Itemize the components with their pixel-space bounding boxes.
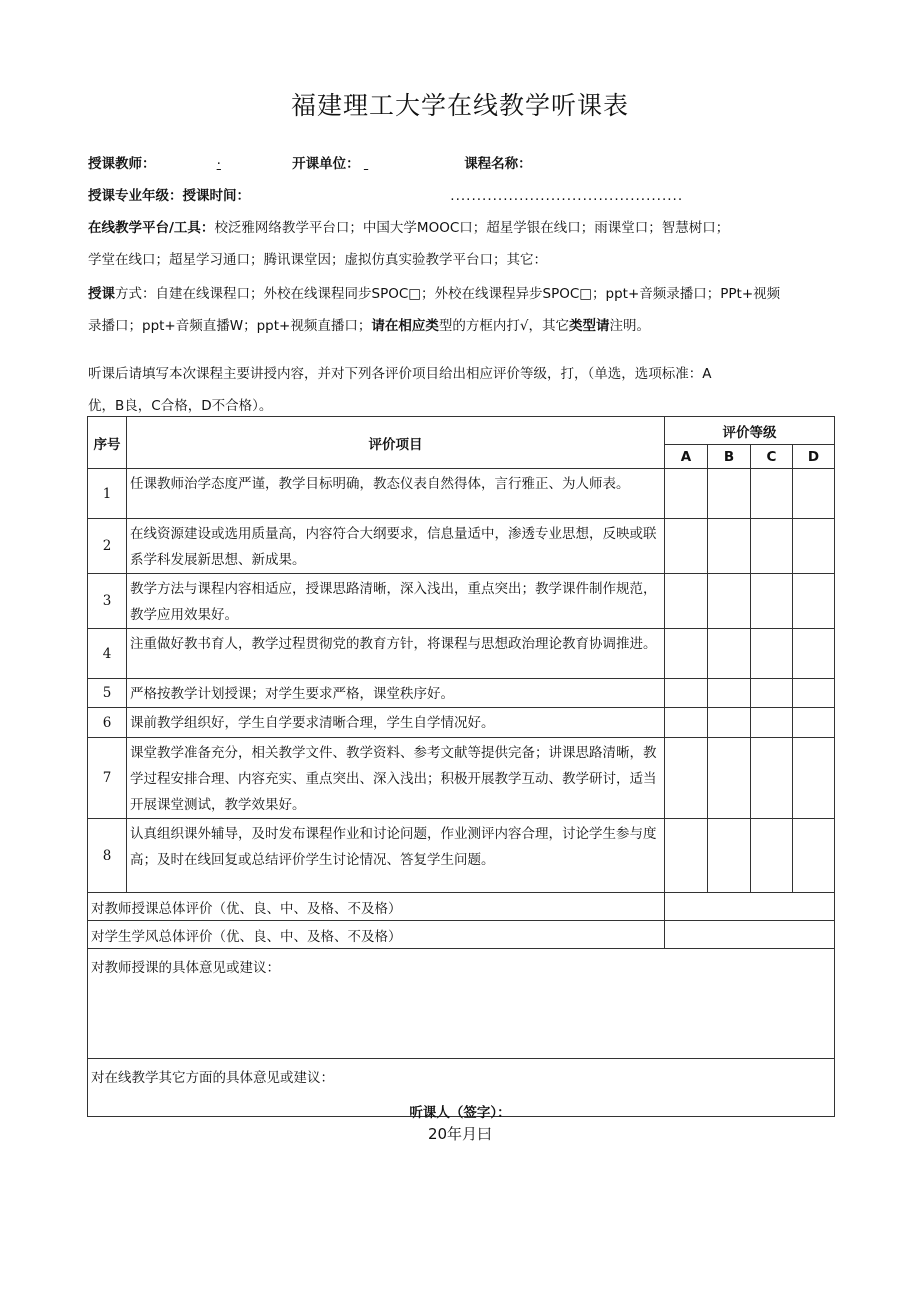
row-item-text: 严格按教学计划授课；对学生要求严格，课堂秩序好。 bbox=[127, 679, 665, 708]
grade-header-c: C bbox=[751, 445, 793, 469]
col-header-item: 评价项目 bbox=[127, 417, 665, 469]
grade-cell-d[interactable] bbox=[793, 629, 835, 679]
grade-cell-c[interactable] bbox=[751, 819, 793, 893]
method-note-bold-2: 类型请 bbox=[568, 318, 610, 334]
grade-header-d: D bbox=[793, 445, 835, 469]
col-header-grade: 评价等级 bbox=[665, 417, 835, 445]
overall-teacher-label: 对教师授课总体评价（优、良、中、及格、不及格） bbox=[88, 893, 665, 921]
grade-cell-b[interactable] bbox=[708, 738, 751, 819]
method-line-2 bbox=[88, 314, 650, 334]
row-item-text: 课前教学组织好，学生自学要求清晰合理，学生自学情况好。 bbox=[127, 708, 665, 738]
grade-cell-d[interactable] bbox=[793, 469, 835, 519]
table-row bbox=[88, 574, 835, 629]
table-row bbox=[88, 679, 835, 708]
signature-label: 听课人（签字）： bbox=[409, 1105, 511, 1121]
grade-cell-c[interactable] bbox=[751, 708, 793, 738]
row-number: 4 bbox=[88, 629, 127, 679]
grade-cell-b[interactable] bbox=[708, 519, 751, 574]
grade-cell-d[interactable] bbox=[793, 679, 835, 708]
instruction-line-2: 优，B良，C合格，D不合格）。 bbox=[88, 398, 273, 414]
overall-student-label: 对学生学风总体评价（优、良、中、及格、不及格） bbox=[88, 921, 665, 949]
overall-teacher-row bbox=[88, 893, 835, 921]
overall-teacher-field[interactable] bbox=[665, 893, 835, 921]
grade-cell-b[interactable] bbox=[708, 574, 751, 629]
evaluation-table bbox=[87, 416, 835, 1117]
grade-cell-a[interactable] bbox=[665, 469, 708, 519]
grade-cell-c[interactable] bbox=[751, 469, 793, 519]
row-number: 5 bbox=[88, 679, 127, 708]
row-number: 3 bbox=[88, 574, 127, 629]
grade-cell-d[interactable] bbox=[793, 574, 835, 629]
major-label: 授课专业年级： bbox=[88, 188, 183, 204]
grade-cell-a[interactable] bbox=[665, 629, 708, 679]
platform-label: 在线教学平台/工具： bbox=[88, 220, 215, 236]
table-row bbox=[88, 738, 835, 819]
table-row bbox=[88, 819, 835, 893]
grade-cell-b[interactable] bbox=[708, 629, 751, 679]
suggest-teacher-field[interactable]: 对教师授课的具体意见或建议： bbox=[88, 949, 835, 1059]
grade-cell-a[interactable] bbox=[665, 708, 708, 738]
grade-cell-b[interactable] bbox=[708, 469, 751, 519]
table-row bbox=[88, 519, 835, 574]
overall-student-row bbox=[88, 921, 835, 949]
header-row-1 bbox=[88, 152, 532, 172]
grade-cell-b[interactable] bbox=[708, 819, 751, 893]
row-item-text: 注重做好教书育人，教学过程贯彻党的教育方针，将课程与思想政治理论教育协调推进。 bbox=[127, 629, 665, 679]
platform-options-1[interactable]: 校泛雅网络教学平台口；中国大学MOOC口；超星学银在线口；雨课堂口；智慧树口； bbox=[214, 220, 730, 236]
suggest-teacher-row bbox=[88, 949, 835, 1059]
grade-cell-d[interactable] bbox=[793, 519, 835, 574]
row-item-text: 在线资源建设或选用质量高，内容符合大纲要求，信息量适中，渗透专业思想，反映或联系学科发展新思想、新成果。 bbox=[127, 519, 665, 574]
method-note-1: 型的方框内打√，其它 bbox=[438, 318, 569, 334]
time-label: 授课时间： bbox=[182, 188, 250, 204]
suggest-other-field[interactable]: 对在线教学其它方面的具体意见或建议： bbox=[88, 1059, 835, 1117]
teacher-label: 授课教师： bbox=[88, 156, 156, 172]
grade-cell-a[interactable] bbox=[665, 574, 708, 629]
header-row-2 bbox=[88, 184, 683, 204]
grade-cell-a[interactable] bbox=[665, 519, 708, 574]
row-item-text: 教学方法与课程内容相适应，授课思路清晰，深入浅出，重点突出；教学课件制作规范，教学应用效果好。 bbox=[127, 574, 665, 629]
row-number: 8 bbox=[88, 819, 127, 893]
grade-cell-d[interactable] bbox=[793, 738, 835, 819]
grade-cell-c[interactable] bbox=[751, 574, 793, 629]
grade-header-a: A bbox=[665, 445, 708, 469]
row-number: 7 bbox=[88, 738, 127, 819]
method-options-2[interactable]: 录播口；ppt+音频直播W；ppt+视频直播口； bbox=[88, 318, 372, 334]
grade-cell-c[interactable] bbox=[751, 519, 793, 574]
row-number: 2 bbox=[88, 519, 127, 574]
grade-cell-c[interactable] bbox=[751, 738, 793, 819]
method-line-1 bbox=[88, 282, 780, 302]
row-item-text: 课堂教学准备充分，相关教学文件、教学资料、参考文献等提供完备；讲课思路清晰，教学过程安排合理、内容充实、重点突出、深入浅出；积极开展教学互动、教学研讨，适当开展课堂测试，教学效果好。 bbox=[127, 738, 665, 819]
grade-cell-b[interactable] bbox=[708, 679, 751, 708]
unit-field[interactable] bbox=[364, 156, 460, 172]
table-row bbox=[88, 708, 835, 738]
platform-line-2[interactable]: 学堂在线口；超星学习通口；腾讯课堂因；虚拟仿真实验教学平台口；其它： bbox=[88, 252, 547, 268]
table-row bbox=[88, 629, 835, 679]
teacher-field[interactable]: · bbox=[216, 156, 221, 172]
grade-cell-a[interactable] bbox=[665, 819, 708, 893]
platform-line-1 bbox=[88, 216, 729, 236]
grade-cell-c[interactable] bbox=[751, 679, 793, 708]
unit-label: 开课单位： bbox=[292, 156, 360, 172]
grade-cell-b[interactable] bbox=[708, 708, 751, 738]
method-note-bold-1: 请在相应类 bbox=[371, 318, 439, 334]
col-header-no: 序号 bbox=[88, 417, 127, 469]
overall-student-field[interactable] bbox=[665, 921, 835, 949]
row-item-text: 认真组织课外辅导，及时发布课程作业和讨论问题，作业测评内容合理，讨论学生参与度高；及时在线回复或总结评价学生讨论情况、答复学生问题。 bbox=[127, 819, 665, 893]
grade-cell-d[interactable] bbox=[793, 819, 835, 893]
grade-header-b: B bbox=[708, 445, 751, 469]
grade-cell-d[interactable] bbox=[793, 708, 835, 738]
time-field[interactable]: ............................................ bbox=[450, 188, 684, 204]
row-number: 6 bbox=[88, 708, 127, 738]
form-title: 福建理工大学在线教学听课表 bbox=[290, 91, 629, 120]
date-label: 20年月曰 bbox=[427, 1125, 493, 1143]
table-row bbox=[88, 469, 835, 519]
instruction-line-1: 听课后请填写本次课程主要讲授内容，并对下列各评价项目给出相应评价等级，打，（单选，选项标准：A bbox=[88, 366, 712, 382]
course-label: 课程名称： bbox=[464, 156, 532, 172]
method-label: 授课 bbox=[88, 286, 115, 302]
row-number: 1 bbox=[88, 469, 127, 519]
row-item-text: 任课教师治学态度严谨，教学目标明确，教态仪表自然得体，言行雅正、为人师表。 bbox=[127, 469, 665, 519]
method-options-1[interactable]: 方式：自建在线课程口；外校在线课程同步SPOC□；外校在线课程异步SPOC□；ppt+音频录播口；PPt+视频 bbox=[115, 286, 781, 302]
method-note-2: 注明。 bbox=[609, 318, 650, 334]
grade-cell-c[interactable] bbox=[751, 629, 793, 679]
grade-cell-a[interactable] bbox=[665, 679, 708, 708]
grade-cell-a[interactable] bbox=[665, 738, 708, 819]
